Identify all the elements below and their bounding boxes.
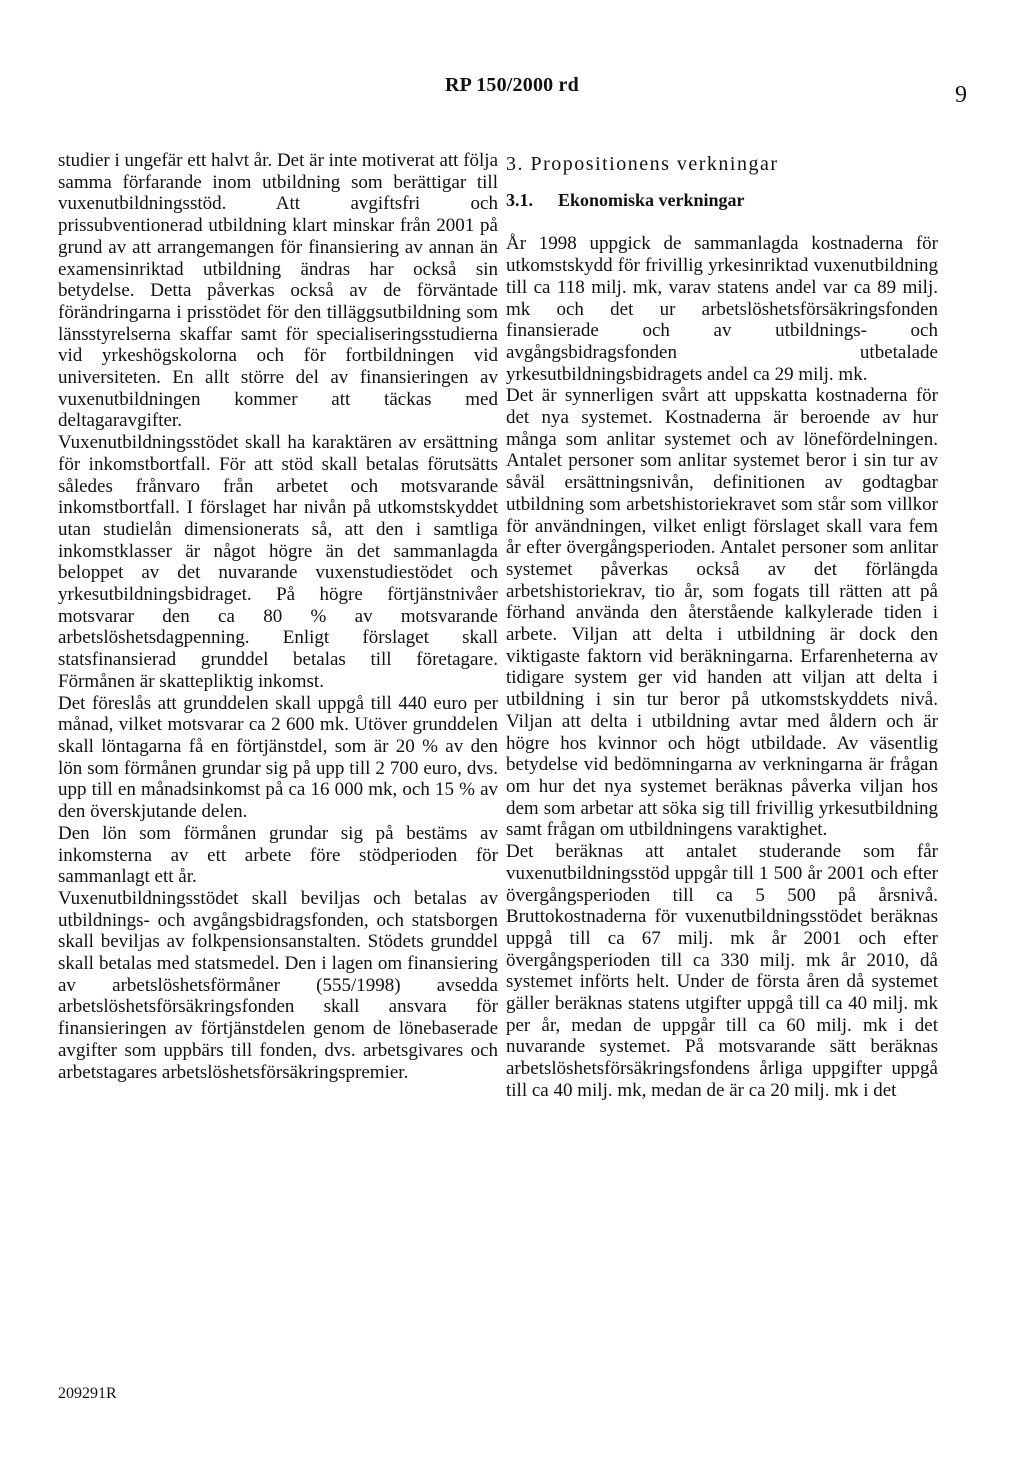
subsection-title: Ekonomiska verkningar [558, 189, 745, 210]
paragraph: studier i ungefär ett halvt år. Det är inte motiverat att följa samma förfarande inom utbildning som berättigar till vuxenutbildningsstöd. Att avgiftsfri och prissubventionerad utbildning klart minskar från 2001 på grund av att arrangemangen för finansiering av annan än examensinriktad utbildning ändras har också sin betydelse. Detta påverkas också av de förväntade förändringarna i prisstödet för den tilläggsutbildning som länsstyrelserna skaffar samt för specialiseringsstudierna vid yrkeshögskolorna och för fortbildningen vid universiteten. En allt större del av finansieringen av vuxenutbildningen kommer att täckas med deltagaravgifter. [58, 150, 499, 432]
paragraph: Vuxenutbildningsstödet skall beviljas och betalas av utbildnings- och avgångsbidragsfonden, och statsborgen skall beviljas av folkpensionsanstalten. Stödets grunddel skall betalas med statsmedel. Den i lagen om finansiering av arbetslöshetsförmåner (555/1998) avsedda arbetslöshetsförsäkringsfonden skall ansvara för finansieringen av förtjänstdelen genom de lönebaserade avgifter som uppbärs till fonden, dvs. arbetsgivares och arbetstagares arbetslöshetsförsäkringspremier. [58, 887, 498, 1083]
paragraph: Den lön som förmånen grundar sig på bestäms av inkomsterna av ett arbete före stödperioden för sammanlagt ett år. [58, 822, 498, 888]
paragraph: Det föreslås att grunddelen skall uppgå till 440 euro per månad, vilket motsvarar ca 2 600 mk. Utöver grunddelen skall löntagarna få en förtjänstdel, som är 20 % av den lön som förmånen grundar sig på upp till 2 700 euro, dvs. upp till en månadsinkomst på ca 16 000 mk, och 15 % av den överskjutande delen. [58, 692, 498, 823]
subsection-number: 3.1. [506, 189, 533, 210]
footer-code: 209291R [58, 1385, 117, 1402]
left-column [58, 150, 498, 1083]
paragraph: Det är synnerligen svårt att uppskatta kostnaderna för det nya systemet. Kostnaderna är beroende av hur många som anlitar systemet och av lönefördelningen. Antalet personer som anlitar systemet beror i sin tur av såväl ersättningsnivån, definitionen av godtagbar utbildning som arbetshistoriekravet som står som villkor för användningen, vilket enligt förslaget skall vara fem år efter övergångsperioden. Antalet personer som anlitar systemet påverkas också av det förlängda arbetshistoriekrav, tio år, som fogats till rätten att på förhand använda den återstående kalkylerade tiden i arbete. Viljan att delta i utbildning är dock den viktigaste faktorn vid beräkningarna. Erfarenheterna av tidigare system ger vid handen att viljan att delta i utbildning i sin tur beror på utkomstskyddets nivå. Viljan att delta i utbildning avtar med åldern och är högre hos kvinnor och högt utbildade. Av väsentlig betydelse vid bedömningarna av verkningarna är frågan om hur det nya systemet beräknas påverka viljan hos dem som arbetar att söka sig till frivillig yrkesutbildning samt frågan om utbildningens varaktighet. [506, 385, 938, 841]
subsection-heading [506, 190, 938, 212]
document-id: RP 150/2000 rd [445, 74, 579, 96]
paragraph: År 1998 uppgick de sammanlagda kostnaderna för utkomstskydd för frivillig yrkesinriktad vuxenutbildning till ca 118 milj. mk, varav statens andel var ca 89 milj. mk och det ur arbetslöshetsförsäkringsfonden finansierade och av utbildnings- och avgångsbidragsfonden utbetalade yrkesutbildningsbidragets andel ca 29 milj. mk. [506, 233, 938, 385]
paragraph: Det beräknas att antalet studerande som får vuxenutbildningsstöd uppgår till 1 500 år 2001 och efter övergångsperioden till ca 5 500 på årsnivå. Bruttokostnaderna för vuxenutbildningsstödet beräknas uppgå till ca 67 milj. mk år 2001 och efter övergångsperioden till ca 330 milj. mk år 2010, då systemet införts helt. Under de första åren då systemet gäller beräknas statens utgifter uppgå till ca 40 milj. mk per år, medan de uppgår till ca 60 milj. mk i det nuvarande systemet. På motsvarande sätt beräknas arbetslöshetsförsäkringsfondens årliga uppgifter uppgå till ca 40 milj. mk, medan de är ca 20 milj. mk i det [506, 841, 938, 1101]
paragraph: Vuxenutbildningsstödet skall ha karaktären av ersättning för inkomstbortfall. För att stöd skall betalas förutsätts således frånvaro från arbetet och motsvarande inkomstbortfall. I förslaget har nivån på utkomstskyddet utan studielån dimensionerats så, att den i samtliga inkomstklasser är något högre än det sammanlagda beloppet av det nuvarande vuxenstudiestödet och yrkesutbildningsbidraget. På högre förtjänstnivåer motsvarar den ca 80 % av motsvarande arbetslöshetsdagpenning. Enligt förslaget skall statsfinansierad grunddel betalas till företagare. Förmånen är skattepliktig inkomst. [58, 432, 498, 692]
page-number: 9 [955, 82, 967, 108]
section-heading: 3. Propositionens verkningar [506, 153, 779, 175]
page-header [0, 74, 1024, 114]
right-column [506, 150, 938, 1102]
